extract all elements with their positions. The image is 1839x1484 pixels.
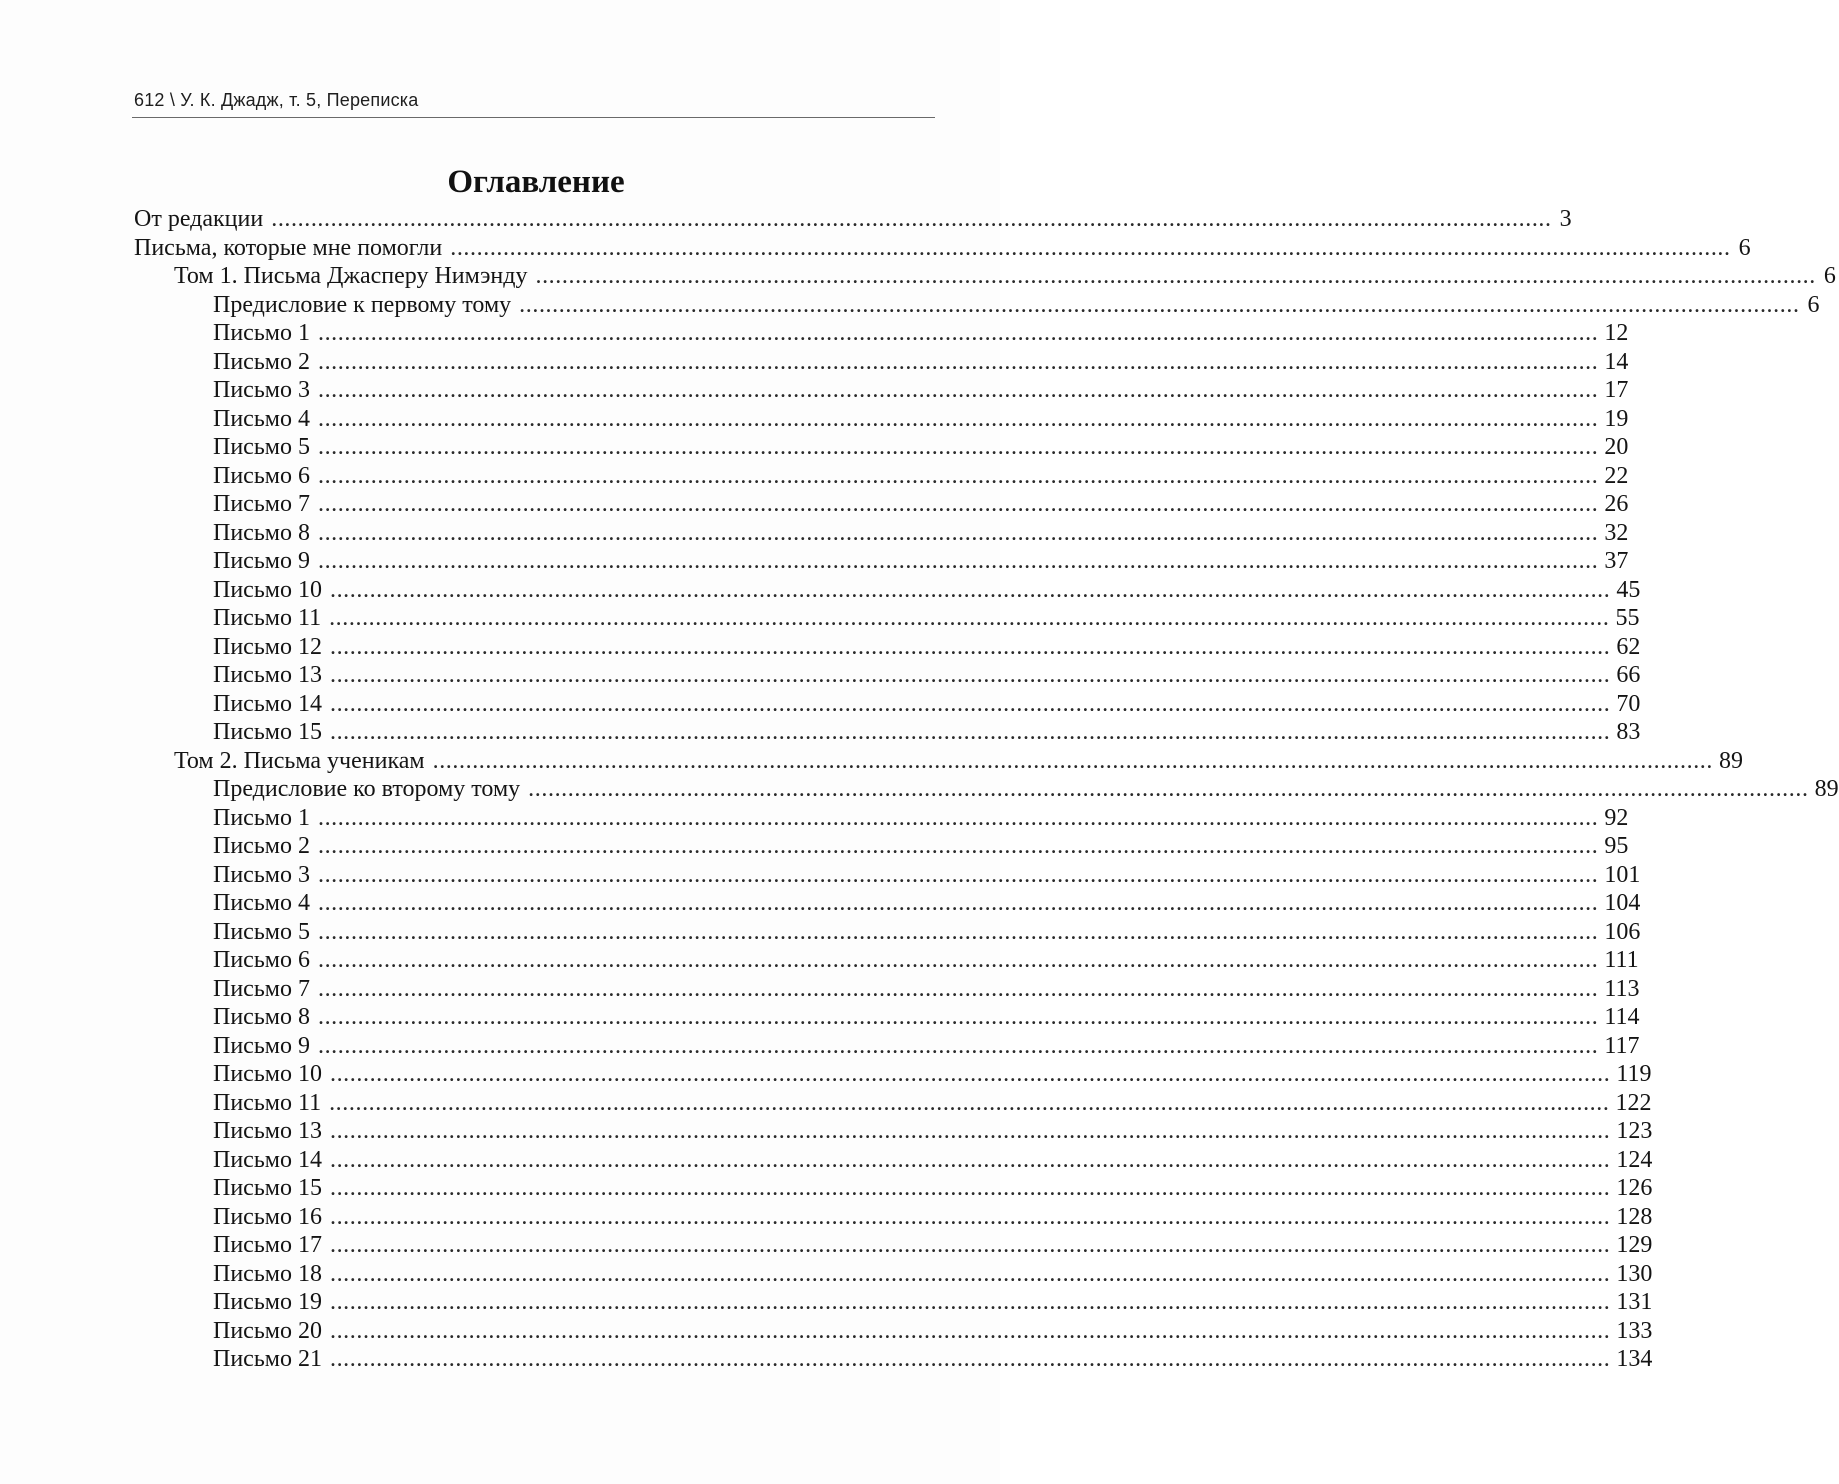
toc-entry[interactable] — [134, 1231, 1653, 1260]
toc-entry[interactable] — [134, 519, 1629, 548]
toc-entry-page-number: 129 — [1616, 1232, 1653, 1258]
toc-entry-page-number: 20 — [1604, 434, 1629, 460]
dot-leader: .................................................................................................................................................................................................. — [519, 291, 1800, 318]
dot-leader: .................................................................................................................................................................................................. — [317, 462, 1599, 489]
toc-entry[interactable] — [134, 1288, 1653, 1317]
dot-leader: .................................................................................................................................................................................................. — [317, 833, 1599, 859]
dot-leader: .................................................................................................................................................................................................. — [317, 918, 1599, 945]
toc-entry[interactable] — [134, 262, 1836, 291]
dot-leader: .................................................................................................................................................................................................. — [329, 690, 1611, 717]
toc-entry-page-number: 6 — [1807, 291, 1820, 318]
toc-entry-label: Письмо 10 — [213, 1061, 322, 1087]
toc-entry[interactable] — [134, 319, 1629, 348]
toc-entry[interactable] — [134, 946, 1639, 975]
toc-entry-label: Предисловие ко второму тому — [213, 776, 521, 802]
toc-entry[interactable] — [134, 718, 1641, 747]
dot-leader: .................................................................................................................................................................................................. — [528, 776, 1809, 802]
header-rule — [132, 117, 935, 118]
toc-entry[interactable] — [134, 547, 1629, 576]
toc-entry-page-number: 111 — [1604, 947, 1639, 973]
toc-entry-label: Письмо 13 — [213, 662, 322, 688]
toc-entry-label: Письмо 1 — [213, 804, 310, 831]
toc-entry[interactable] — [134, 889, 1641, 918]
toc-entry-page-number: 106 — [1604, 918, 1641, 945]
dot-leader: .................................................................................................................................................................................................. — [271, 206, 1552, 232]
toc-entry-label: Письмо 5 — [213, 918, 310, 945]
toc-entry-page-number: 66 — [1616, 662, 1641, 688]
dot-leader: .................................................................................................................................................................................................. — [317, 947, 1599, 973]
dot-leader: .................................................................................................................................................................................................. — [329, 1146, 1611, 1173]
dot-leader: .................................................................................................................................................................................................. — [329, 633, 1611, 660]
toc-entry-page-number: 6 — [1823, 263, 1836, 289]
toc-entry-page-number: 128 — [1616, 1203, 1653, 1230]
toc-entry-page-number: 123 — [1616, 1118, 1653, 1144]
toc-entry-page-number: 19 — [1604, 405, 1629, 432]
toc-entry[interactable] — [134, 1146, 1653, 1175]
dot-leader: .................................................................................................................................................................................................. — [329, 1260, 1611, 1287]
dot-leader: .................................................................................................................................................................................................. — [317, 548, 1599, 574]
running-head: 612 \ У. К. Джадж, т. 5, Переписка — [134, 90, 419, 110]
toc-entry-label: Письмо 15 — [213, 1175, 322, 1201]
toc-entry-page-number: 119 — [1616, 1061, 1652, 1087]
toc-entry-label: Письмо 17 — [213, 1232, 322, 1258]
toc-entry-label: Письмо 14 — [213, 1146, 322, 1173]
toc-entry[interactable] — [134, 775, 1839, 804]
dot-leader: .................................................................................................................................................................................................. — [329, 1175, 1611, 1201]
toc-entry-label: Предисловие к первому тому — [213, 291, 512, 318]
toc-entry-label: Письмо 21 — [213, 1346, 322, 1372]
dot-leader: .................................................................................................................................................................................................. — [317, 519, 1599, 546]
dot-leader: .................................................................................................................................................................................................. — [317, 405, 1599, 432]
toc-entry[interactable] — [134, 462, 1629, 491]
toc-entry-label: Том 2. Письма ученикам — [174, 747, 425, 774]
toc-entry[interactable] — [134, 1174, 1653, 1203]
toc-entry[interactable] — [134, 633, 1641, 662]
toc-entry-page-number: 92 — [1604, 804, 1629, 831]
dot-leader: .................................................................................................................................................................................................. — [317, 1032, 1599, 1059]
toc-entry[interactable] — [134, 661, 1641, 690]
toc-entry[interactable] — [134, 1317, 1653, 1346]
toc-entry-label: Письмо 9 — [213, 548, 310, 574]
toc-entry[interactable] — [134, 804, 1629, 833]
toc-entry[interactable] — [134, 832, 1629, 861]
toc-entry-label: Письмо 11 — [213, 1089, 322, 1116]
dot-leader: .................................................................................................................................................................................................. — [535, 263, 1816, 289]
toc-entry[interactable] — [134, 576, 1641, 605]
toc-entry[interactable] — [134, 405, 1629, 434]
dot-leader: .................................................................................................................................................................................................. — [317, 890, 1599, 916]
toc-entry[interactable] — [134, 234, 1751, 263]
toc-entry-page-number: 37 — [1604, 548, 1629, 574]
toc-entry[interactable] — [134, 433, 1629, 462]
toc-entry-page-number: 14 — [1604, 348, 1629, 375]
dot-leader: .................................................................................................................................................................................................. — [317, 320, 1599, 346]
toc-entry-page-number: 104 — [1604, 890, 1641, 916]
toc-entry-page-number: 101 — [1604, 861, 1641, 888]
toc-entry-page-number: 131 — [1616, 1289, 1653, 1315]
dot-leader: .................................................................................................................................................................................................. — [329, 1289, 1611, 1315]
toc-entry-label: Письмо 10 — [213, 576, 322, 603]
toc-entry-label: Письмо 7 — [213, 975, 310, 1002]
toc-entry[interactable] — [134, 490, 1629, 519]
dot-leader: .................................................................................................................................................................................................. — [329, 662, 1611, 688]
toc-entry[interactable] — [134, 1203, 1653, 1232]
toc-entry-page-number: 117 — [1604, 1032, 1640, 1059]
toc-entry[interactable] — [134, 205, 1572, 234]
toc-entry[interactable] — [134, 1003, 1640, 1032]
toc-entry-page-number: 17 — [1604, 377, 1629, 403]
dot-leader: .................................................................................................................................................................................................. — [329, 1118, 1611, 1144]
toc-entry-label: Письмо 18 — [213, 1260, 322, 1287]
dot-leader: .................................................................................................................................................................................................. — [317, 804, 1599, 831]
toc-entry-page-number: 130 — [1616, 1260, 1653, 1287]
dot-leader: .................................................................................................................................................................................................. — [329, 1232, 1611, 1258]
toc-entry[interactable] — [134, 1260, 1653, 1289]
dot-leader: .................................................................................................................................................................................................. — [317, 975, 1599, 1002]
toc-entry-page-number: 113 — [1604, 975, 1640, 1002]
dot-leader: .................................................................................................................................................................................................. — [317, 491, 1599, 517]
dot-leader: .................................................................................................................................................................................................. — [450, 234, 1731, 261]
toc-entry[interactable] — [134, 348, 1629, 377]
dot-leader: .................................................................................................................................................................................................. — [329, 605, 1610, 631]
dot-leader: .................................................................................................................................................................................................. — [317, 377, 1599, 403]
toc-entry[interactable] — [134, 690, 1641, 719]
toc-entry[interactable] — [134, 747, 1743, 776]
toc-entry-label: Письмо 3 — [213, 377, 310, 403]
toc-entry-label: Письма, которые мне помогли — [134, 234, 443, 261]
toc-entry-label: Письмо 6 — [213, 947, 310, 973]
toc-entry-page-number: 124 — [1616, 1146, 1653, 1173]
toc-entry-page-number: 12 — [1604, 320, 1629, 346]
toc-entry-label: Письмо 16 — [213, 1203, 322, 1230]
dot-leader: .................................................................................................................................................................................................. — [329, 576, 1611, 603]
toc-entry-page-number: 126 — [1616, 1175, 1653, 1201]
toc-entry-label: Письмо 8 — [213, 1004, 310, 1030]
toc-entry[interactable] — [134, 1032, 1640, 1061]
toc-entry-page-number: 6 — [1738, 234, 1751, 261]
dot-leader: .................................................................................................................................................................................................. — [329, 1203, 1611, 1230]
toc-entry-label: Том 1. Письма Джасперу Нимэнду — [174, 263, 528, 289]
toc-entry-label: Письмо 3 — [213, 861, 310, 888]
toc-entry[interactable] — [134, 1117, 1653, 1146]
toc-entry[interactable] — [134, 604, 1640, 633]
toc-entry-page-number: 114 — [1604, 1004, 1640, 1030]
toc-entry[interactable] — [134, 1060, 1652, 1089]
dot-leader: .................................................................................................................................................................................................. — [329, 1317, 1611, 1344]
toc-entry-page-number: 45 — [1616, 576, 1641, 603]
toc-entry-page-number: 3 — [1559, 206, 1572, 232]
toc-entry-label: Письмо 2 — [213, 833, 310, 859]
toc-entry-label: Письмо 7 — [213, 491, 310, 517]
toc-entry-page-number: 95 — [1604, 833, 1629, 859]
toc-entry-label: Письмо 20 — [213, 1317, 322, 1344]
toc-entry-page-number: 70 — [1616, 690, 1641, 717]
dot-leader: .................................................................................................................................................................................................. — [432, 747, 1713, 774]
toc-entry-page-number: 22 — [1604, 462, 1629, 489]
page-title: Оглавление — [447, 164, 625, 200]
toc-entry-label: От редакции — [134, 206, 264, 232]
toc-entry-page-number: 26 — [1604, 491, 1629, 517]
toc-entry-label: Письмо 2 — [213, 348, 310, 375]
toc-entry-page-number: 89 — [1814, 776, 1839, 802]
toc-entry[interactable] — [134, 376, 1629, 405]
toc-entry[interactable] — [134, 918, 1641, 947]
dot-leader: .................................................................................................................................................................................................. — [329, 1346, 1611, 1372]
toc-entry-label: Письмо 13 — [213, 1118, 322, 1144]
toc-entry-page-number: 122 — [1615, 1089, 1652, 1116]
toc-entry-page-number: 62 — [1616, 633, 1641, 660]
toc-entry[interactable] — [134, 861, 1641, 890]
toc-entry-label: Письмо 12 — [213, 633, 322, 660]
toc-entry-page-number: 55 — [1615, 605, 1640, 631]
toc-entry-label: Письмо 9 — [213, 1032, 310, 1059]
dot-leader: .................................................................................................................................................................................................. — [317, 1004, 1599, 1030]
dot-leader: .................................................................................................................................................................................................. — [329, 719, 1611, 745]
toc-entry-label: Письмо 4 — [213, 890, 310, 916]
toc-entry[interactable] — [134, 291, 1820, 320]
toc-entry[interactable] — [134, 975, 1640, 1004]
dot-leader: .................................................................................................................................................................................................. — [329, 1089, 1610, 1116]
toc-entry-label: Письмо 1 — [213, 320, 310, 346]
dot-leader: .................................................................................................................................................................................................. — [329, 1061, 1611, 1087]
toc-entry-label: Письмо 8 — [213, 519, 310, 546]
toc-entry-label: Письмо 11 — [213, 605, 322, 631]
toc-entry-label: Письмо 14 — [213, 690, 322, 717]
toc-entry-label: Письмо 19 — [213, 1289, 322, 1315]
toc-entry-label: Письмо 15 — [213, 719, 322, 745]
dot-leader: .................................................................................................................................................................................................. — [317, 861, 1599, 888]
dot-leader: .................................................................................................................................................................................................. — [317, 434, 1599, 460]
toc-entry[interactable] — [134, 1345, 1653, 1374]
toc-entry-page-number: 83 — [1616, 719, 1641, 745]
toc-entry-page-number: 133 — [1616, 1317, 1653, 1344]
toc-entry-page-number: 134 — [1616, 1346, 1653, 1372]
toc-entry-label: Письмо 5 — [213, 434, 310, 460]
table-of-contents — [134, 205, 1839, 1374]
dot-leader: .................................................................................................................................................................................................. — [317, 348, 1599, 375]
toc-entry-page-number: 89 — [1719, 747, 1743, 774]
toc-entry-label: Письмо 4 — [213, 405, 310, 432]
toc-entry-page-number: 32 — [1604, 519, 1629, 546]
toc-entry[interactable] — [134, 1089, 1652, 1118]
toc-entry-label: Письмо 6 — [213, 462, 310, 489]
